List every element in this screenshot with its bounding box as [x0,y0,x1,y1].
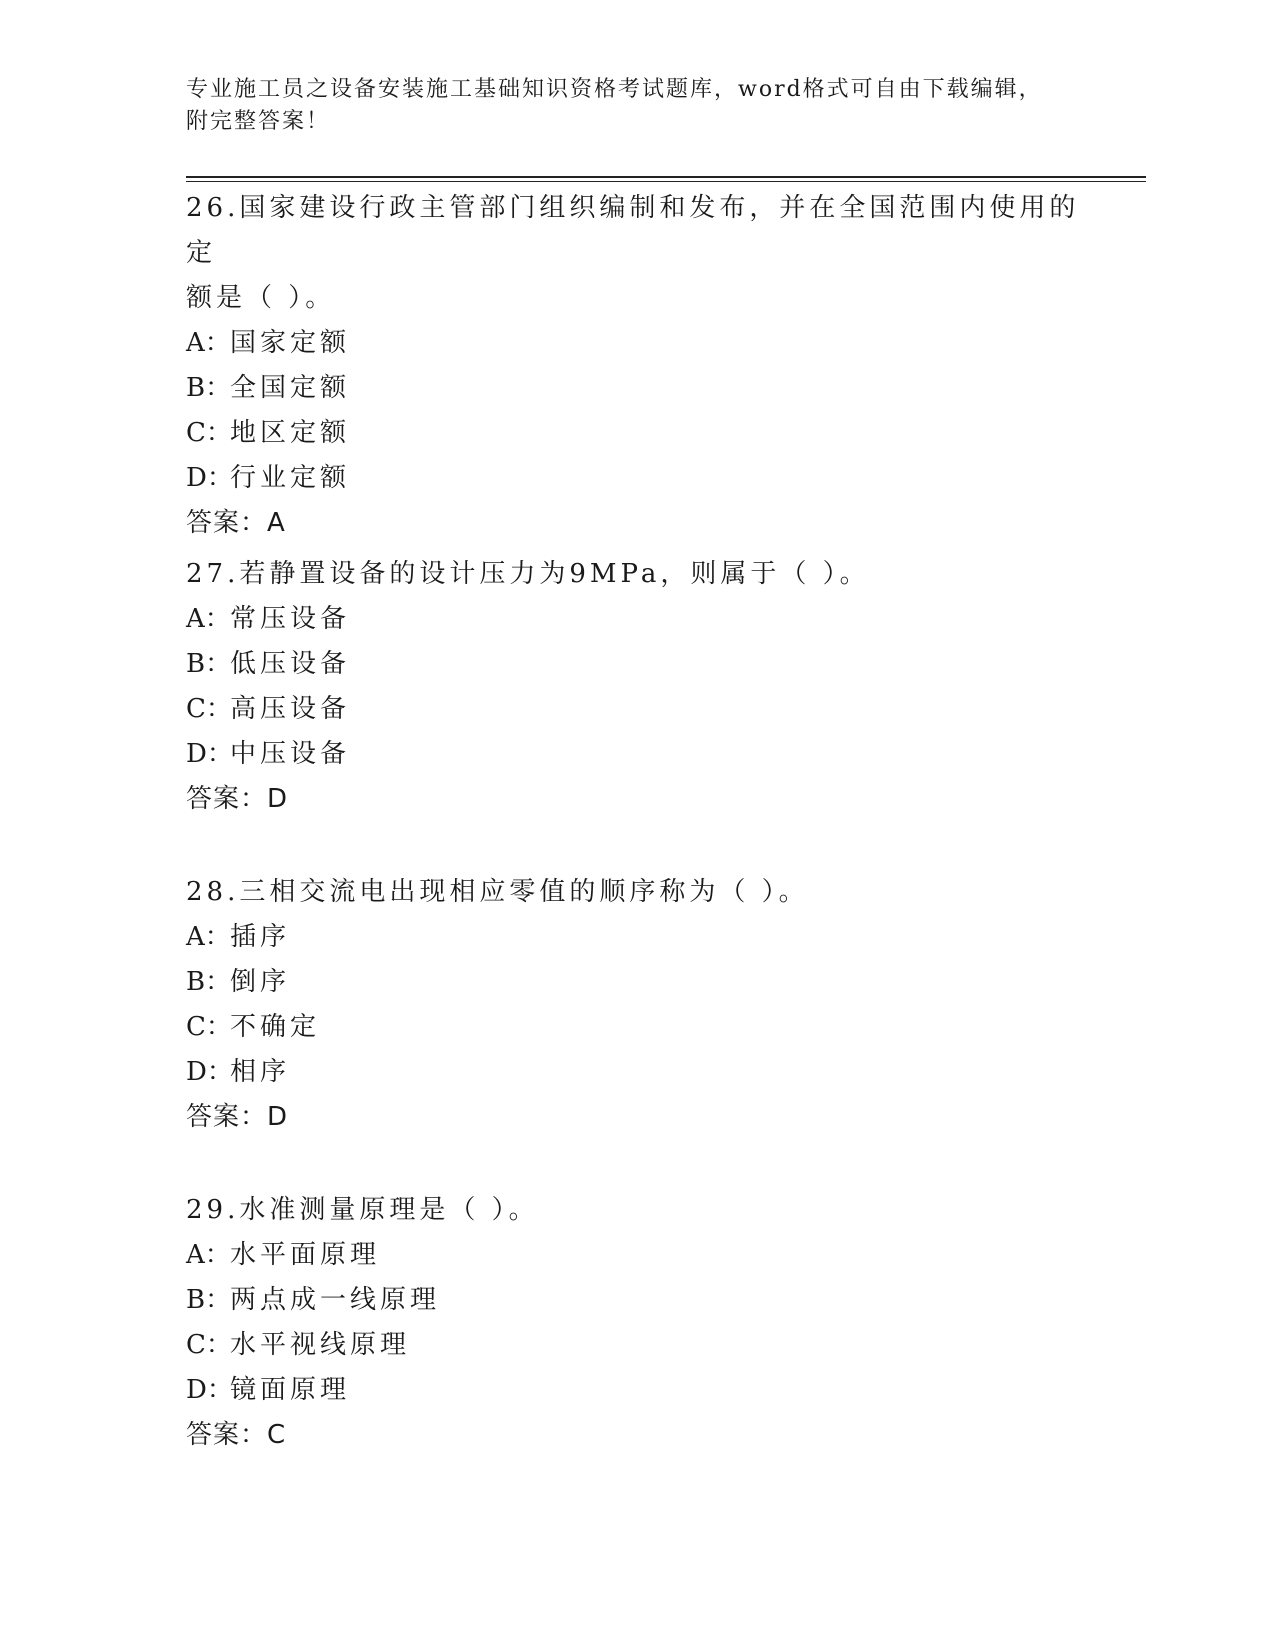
option-letter: D： [186,1057,233,1087]
option-letter: D： [186,1375,233,1405]
question-29 [186,1188,1086,1458]
question-27 [186,552,1086,822]
option-letter: C： [186,694,232,724]
option-letter: D： [186,463,233,493]
option-text: 全国定额 [230,373,351,403]
option-letter: C： [186,418,232,448]
option-text: 中压设备 [230,739,351,769]
option-text: 两点成一线原理 [230,1285,441,1315]
header-line-1: 专业施工员之设备安装施工基础知识资格考试题库，word格式可自由下载编辑， [186,77,1043,102]
option-text: 倒序 [230,967,291,997]
option-text: 不确定 [230,1012,321,1042]
option-d [186,1368,1086,1413]
option-d [186,732,1086,777]
option-text: 常压设备 [230,604,351,634]
option-letter: B： [186,967,232,997]
option-text: 地区定额 [230,418,351,448]
option-text: 国家定额 [230,328,351,358]
option-letter: B： [186,373,232,403]
option-text: 镜面原理 [230,1375,351,1405]
option-a [186,321,1086,366]
option-letter: C： [186,1012,232,1042]
option-text: 行业定额 [230,463,351,493]
option-letter: B： [186,649,232,679]
option-letter: A： [186,604,231,634]
header-line-2: 附完整答案！ [186,109,331,134]
question-stem-line-1: 29.水准测量原理是（ ）。 [186,1195,539,1225]
question-stem-line-1: 27.若静置设备的设计压力为9MPa，则属于（ ）。 [186,559,870,589]
answer-line: 答案：C [186,1420,287,1450]
question-stem-line-1: 28.三相交流电出现相应零值的顺序称为（ ）。 [186,877,809,907]
option-letter: A： [186,1240,231,1270]
option-b [186,366,1086,411]
document-header [186,74,1066,138]
question-26 [186,186,1086,546]
question-stem-line-2: 额是（ ）。 [186,283,336,313]
option-letter: D： [186,739,233,769]
option-letter: C： [186,1330,232,1360]
option-b [186,1278,1086,1323]
answer-line: 答案：D [186,784,289,814]
option-d [186,1050,1086,1095]
header-divider-thick [186,176,1146,178]
option-letter: B： [186,1285,232,1315]
option-a [186,1233,1086,1278]
option-b [186,960,1086,1005]
option-a [186,915,1086,960]
option-a [186,597,1086,642]
option-text: 插序 [230,922,291,952]
question-stem-line-1: 26.国家建设行政主管部门组织编制和发布，并在全国范围内使用的定 [186,193,1080,268]
option-text: 高压设备 [230,694,351,724]
option-text: 低压设备 [230,649,351,679]
option-letter: A： [186,328,231,358]
option-c [186,1005,1086,1050]
option-letter: A： [186,922,231,952]
option-d [186,456,1086,501]
option-text: 水平视线原理 [230,1330,411,1360]
option-text: 相序 [230,1057,291,1087]
option-c [186,411,1086,456]
header-divider-thin [186,181,1146,182]
answer-line: 答案：D [186,1102,289,1132]
option-b [186,642,1086,687]
option-c [186,1323,1086,1368]
option-text: 水平面原理 [230,1240,381,1270]
answer-line: 答案：A [186,508,286,538]
question-28 [186,870,1086,1140]
option-c [186,687,1086,732]
